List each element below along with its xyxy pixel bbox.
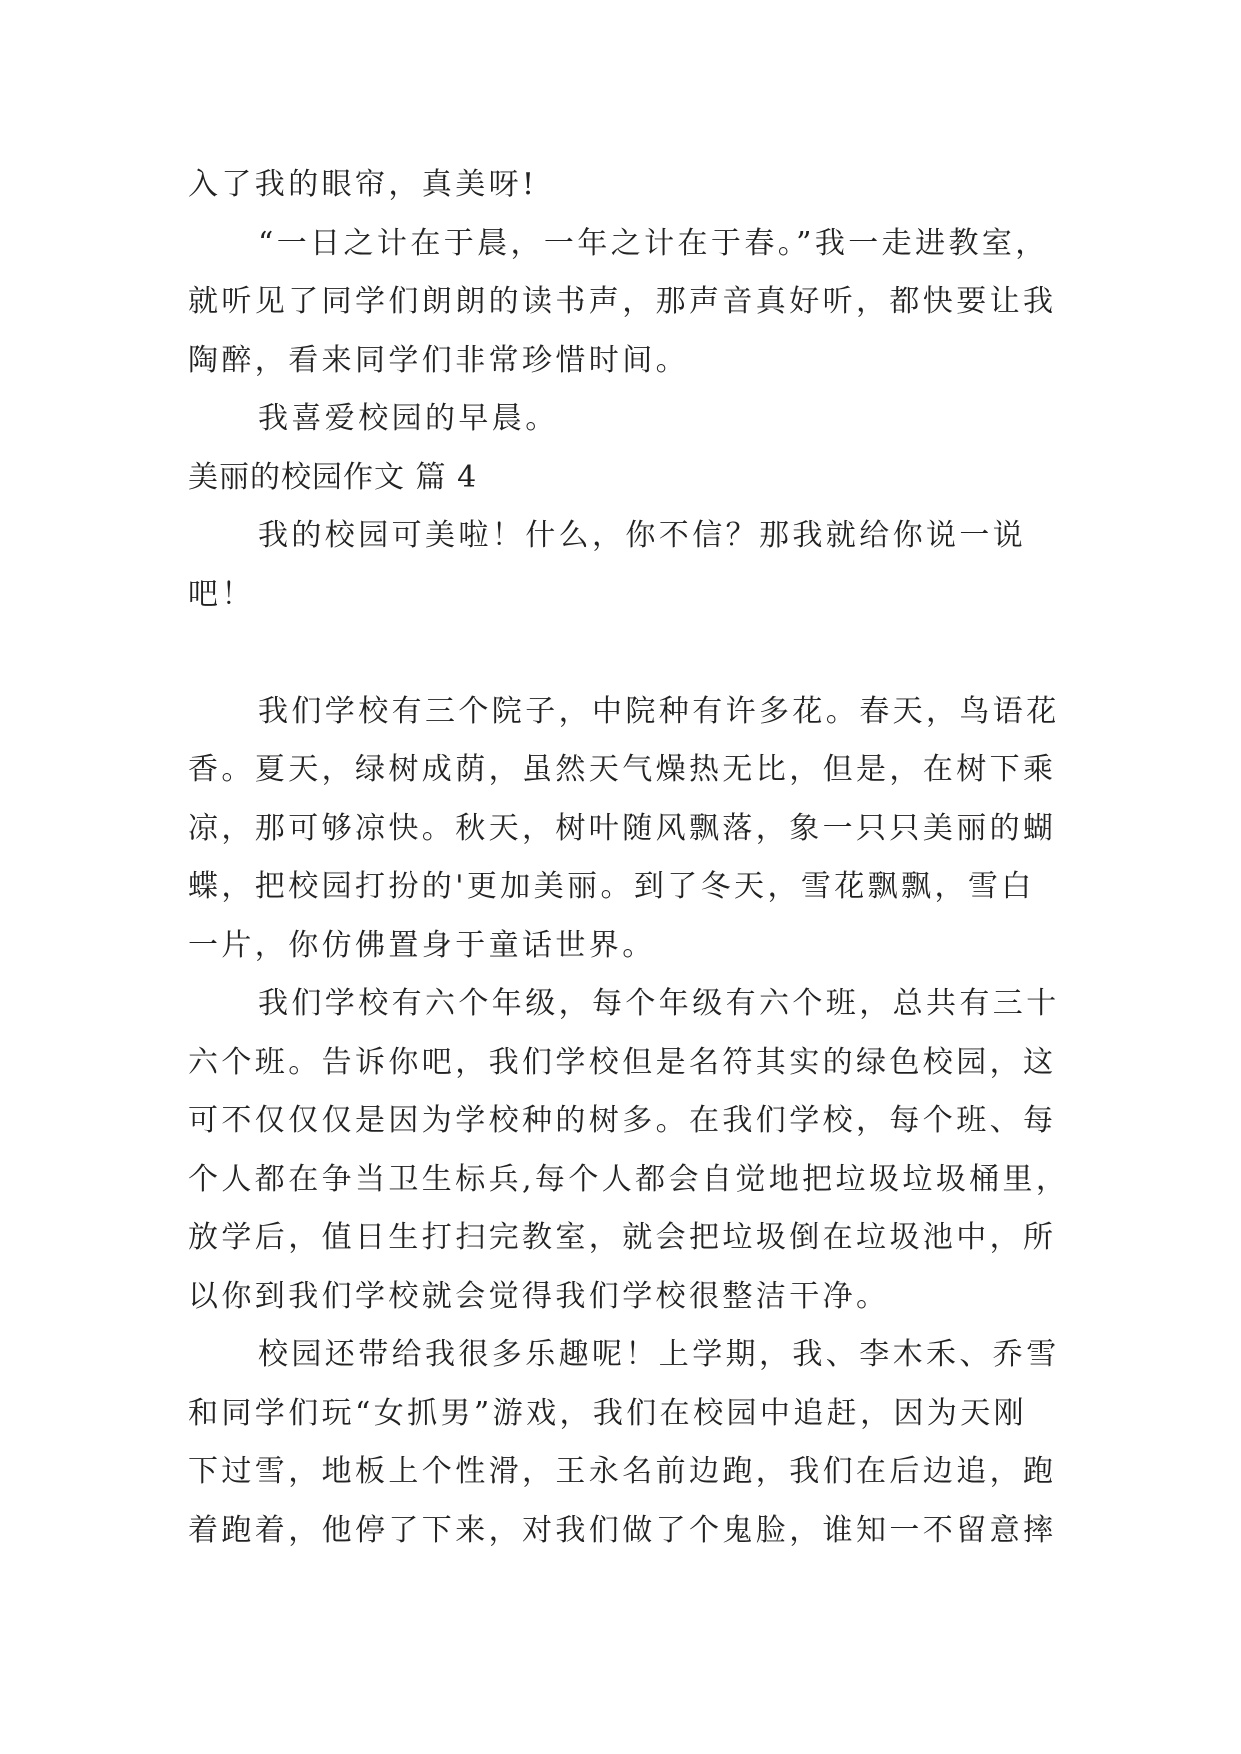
text-line: 香。夏天，绿树成荫，虽然天气燥热无比，但是，在树下乘 bbox=[188, 752, 1057, 787]
paragraph bbox=[188, 156, 1068, 215]
text-line: 个人都在争当卫生标兵,每个人都会自觉地把垃圾垃圾桶里， bbox=[188, 1161, 1070, 1197]
text-line: 可不仅仅仅是因为学校种的树多。在我们学校，每个班、每 bbox=[188, 1103, 1057, 1138]
text-line: 一片，你仿佛置身于童话世界。 bbox=[188, 927, 656, 963]
text-line: 蝶，把校园打扮的'更加美丽。到了冬天，雪花飘飘，雪白 bbox=[188, 869, 1035, 904]
text-line: 我的校园可美啦！什么，你不信？那我就给你说一说 bbox=[258, 518, 1027, 553]
paragraph bbox=[188, 683, 1068, 976]
paragraph bbox=[188, 390, 1068, 449]
article-body bbox=[188, 156, 1068, 1560]
text-line: 我们学校有六个年级，每个年级有六个班，总共有三十 bbox=[258, 986, 1060, 1021]
text-line: 我喜爱校园的早晨。 bbox=[258, 401, 559, 436]
text-line: 我们学校有三个院子，中院种有许多花。春天，鸟语花 bbox=[258, 693, 1060, 729]
text-line: 就听见了同学们朗朗的读书声，那声音真好听，都快要让我 bbox=[188, 284, 1057, 319]
text-line: 校园还带给我很多乐趣呢！上学期，我、李木禾、乔雪 bbox=[258, 1337, 1060, 1372]
text-line: 凉，那可够凉快。秋天，树叶随风飘落，象一只只美丽的蝴 bbox=[188, 810, 1057, 846]
text-line: 和同学们玩“女抓男”游戏，我们在校园中追赶，因为天刚 bbox=[188, 1395, 1028, 1431]
paragraph bbox=[188, 507, 1068, 624]
text-line: 陶醉，看来同学们非常珍惜时间。 bbox=[188, 342, 689, 378]
text-line: 以你到我们学校就会觉得我们学校很整洁干净。 bbox=[188, 1278, 890, 1314]
heading-line: 美丽的校园作文 篇 4 bbox=[188, 459, 478, 495]
paragraph-gap bbox=[188, 624, 1068, 683]
text-line: 入了我的眼帘，真美呀! bbox=[188, 167, 538, 202]
text-line: 六个班。告诉你吧，我们学校但是名符其实的绿色校园，这 bbox=[188, 1044, 1057, 1080]
paragraph bbox=[188, 215, 1068, 391]
text-line: “一日之计在于晨，一年之计在于春。”我一走进教室， bbox=[258, 225, 1049, 261]
text-line: 着跑着，他停了下来，对我们做了个鬼脸，谁知一不留意摔 bbox=[188, 1512, 1057, 1548]
paragraph bbox=[188, 975, 1068, 1326]
text-line: 下过雪，地板上个性滑，王永名前边跑，我们在后边追，跑 bbox=[188, 1454, 1057, 1489]
text-line: 放学后，值日生打扫完教室，就会把垃圾倒在垃圾池中，所 bbox=[188, 1220, 1057, 1255]
text-line: 吧！ bbox=[188, 576, 255, 612]
paragraph bbox=[188, 1326, 1068, 1560]
section-heading bbox=[188, 449, 1068, 508]
